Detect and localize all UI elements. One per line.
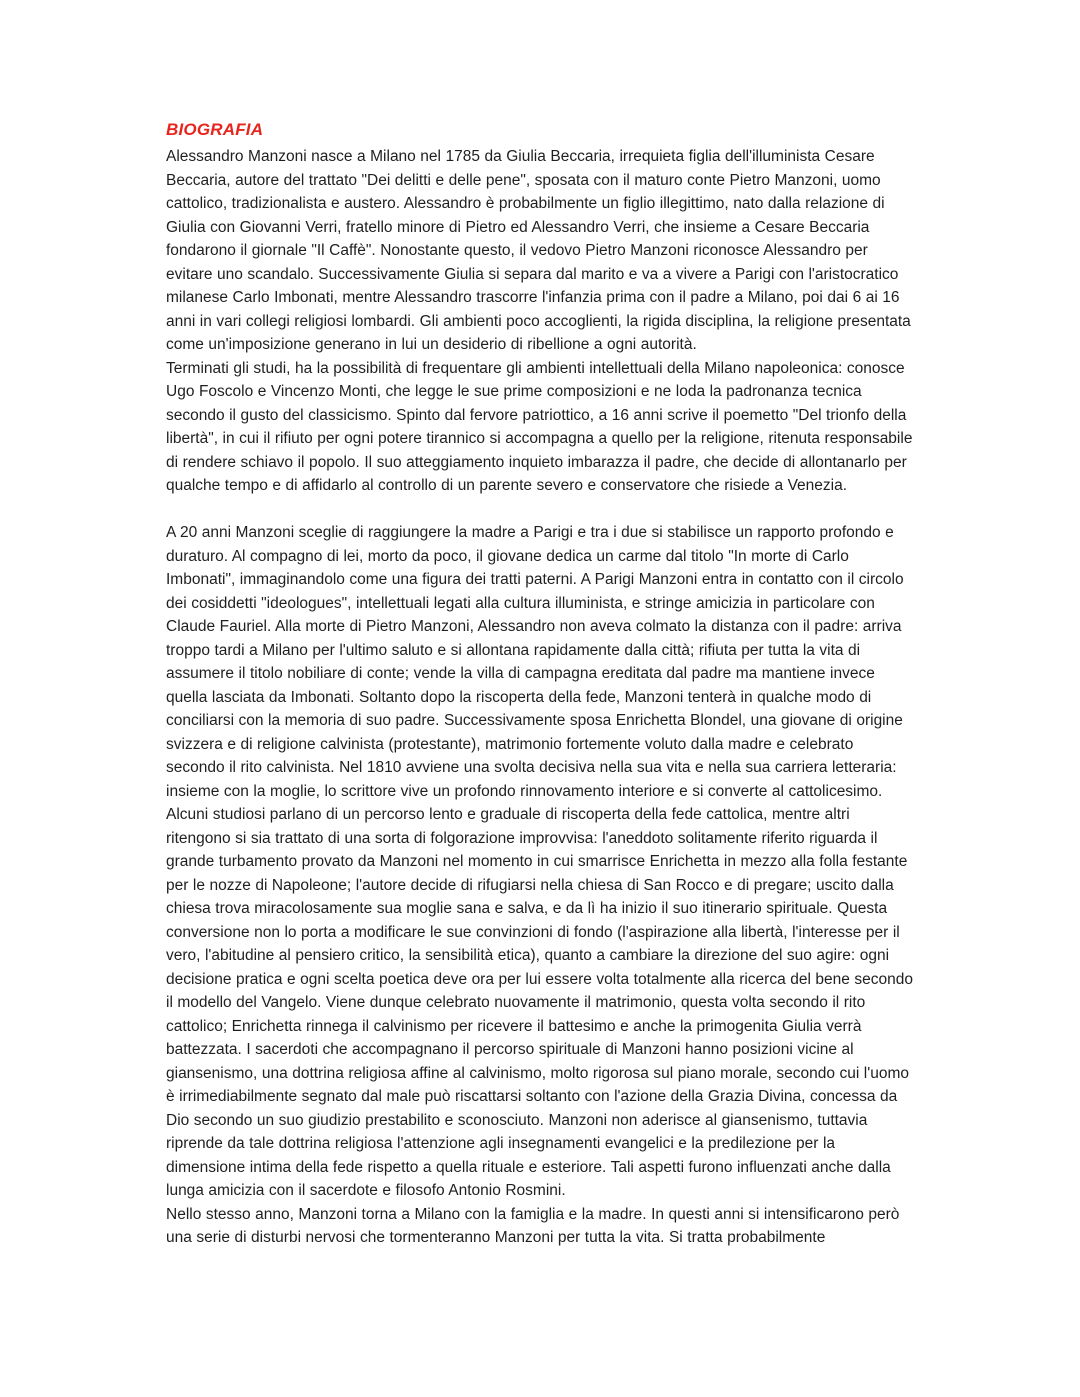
document-content xyxy=(166,118,916,1250)
biography-paragraph-4: Nello stesso anno, Manzoni torna a Milano con la famiglia e la madre. In questi anni si intensificarono però una serie di disturbi nervosi che tormenteranno Manzoni per tutta la vita. Si tratta probabilmente xyxy=(166,1205,900,1246)
biography-paragraph-2: Terminati gli studi, ha la possibilità di frequentare gli ambienti intellettuali della Milano napoleonica: conosce Ugo Foscolo e Vincenzo Monti, che legge le sue prime composizioni e ne loda la padronanza tecnica secondo il gusto del classicismo. Spinto dal fervore patriottico, a 16 anni scrive il poemetto "Del trionfo della libertà", in cui il rifiuto per ogni potere tirannico si accompagna a quello per la religione, ritenuta responsabile di rendere schiavo il popolo. Il suo atteggiamento inquieto imbarazza il padre, che decide di allontanarlo per qualche tempo e di affidarlo al controllo di un parente severo e conservatore che risiede a Venezia. xyxy=(166,359,913,494)
biography-paragraph-3: A 20 anni Manzoni sceglie di raggiungere la madre a Parigi e tra i due si stabilisce un rapporto profondo e duraturo. Al compagno di lei, morto da poco, il giovane dedica un carme dal titolo "In morte di Carlo Imbonati", immaginandolo come una figura dei tratti paterni. A Parigi Manzoni entra in contatto con il circolo dei cosiddetti "ideologues", intellettuali legati alla cultura illuminista, e stringe amicizia in particolare con Claude Fauriel. Alla morte di Pietro Manzoni, Alessandro non aveva colmato la distanza con il padre: arriva troppo tardi a Milano per l'ultimo saluto e si allontana rapidamente dalla città; rifiuta per tutta la vita di assumere il titolo nobiliare di conte; vende la villa di campagna ereditata dal padre ma mantiene invece quella lasciata da Imbonati. Soltanto dopo la riscoperta della fede, Manzoni tenterà in qualche modo di conciliarsi con la memoria di suo padre. Successivamente sposa Enrichetta Blondel, una giovane di origine svizzera e di religione calvinista (protestante), matrimonio fortemente voluto dalla madre e celebrato secondo il rito calvinista. Nel 1810 avviene una svolta decisiva nella sua vita e nella sua carriera letteraria: insieme con la moglie, lo scrittore vive un profondo rinnovamento interiore e si converte al cattolicesimo. Alcuni studiosi parlano di un percorso lento e graduale di riscoperta della fede cattolica, mentre altri ritengono si sia trattato di una sorta di folgorazione improvvisa: l'aneddoto solitamente riferito riguarda il grande turbamento provato da Manzoni nel momento in cui smarrisce Enrichetta in mezzo alla folla festante per le nozze di Napoleone; l'autore decide di rifugiarsi nella chiesa di San Rocco e di pregare; uscito dalla chiesa trova miracolosamente sua moglie sana e salva, e da lì ha inizio il suo itinerario spirituale. Questa conversione non lo porta a modificare le sue convinzioni di fondo (l'aspirazione alla libertà, l'interesse per il vero, l'abitudine al pensiero critico, la sensibilità etica), quanto a cambiare la direzione del suo agire: ogni decisione pratica e ogni scelta poetica deve ora per lui essere volta totalmente alla ricerca del bene secondo il modello del Vangelo. Viene dunque celebrato nuovamente il matrimonio, questa volta secondo il rito cattolico; Enrichetta rinnega il calvinismo per ricevere il battesimo e anche la primogenita Giulia verrà battezzata. I sacerdoti che accompagnano il percorso spirituale di Manzoni hanno posizioni vicine al giansenismo, una dottrina religiosa affine al calvinismo, molto rigorosa sul piano morale, secondo cui l'uomo è irrimediabilmente segnato dal male può riscattarsi soltanto con l'azione della Grazia Divina, concessa da Dio secondo un suo giudizio prestabilito e sconosciuto. Manzoni non aderisce al giansenismo, tuttavia riprende da tale dottrina religiosa l'attenzione agli insegnamenti evangelici e la predilezione per la dimensione intima della fede rispetto a quella rituale e esteriore. Tali aspetti furono influenzati anche dalla lunga amicizia con il sacerdote e filosofo Antonio Rosmini. xyxy=(166,524,913,1199)
page-title: BIOGRAFIA xyxy=(166,120,264,139)
biography-paragraph-1: Alessandro Manzoni nasce a Milano nel 1785 da Giulia Beccaria, irrequieta figlia dell'illuminista Cesare Beccaria, autore del trattato "Dei delitti e delle pene", sposata con il maturo conte Pietro Manzoni, uomo cattolico, tradizionalista e austero. Alessandro è probabilmente un figlio illegittimo, nato dalla relazione di Giulia con Giovanni Verri, fratello minore di Pietro ed Alessandro Verri, che insieme a Cesare Beccaria fondarono il giornale "Il Caffè". Nonostante questo, il vedovo Pietro Manzoni riconosce Alessandro per evitare uno scandalo. Successivamente Giulia si separa dal marito e va a vivere a Parigi con l'aristocratico milanese Carlo Imbonati, mentre Alessandro trascorre l'infanzia prima con il padre a Milano, poi dai 6 ai 16 anni in vari collegi religiosi lombardi. Gli ambienti poco accoglienti, la rigida disciplina, la religione presentata come un'imposizione generano in lui un desiderio di ribellione a ogni autorità. xyxy=(166,148,911,353)
